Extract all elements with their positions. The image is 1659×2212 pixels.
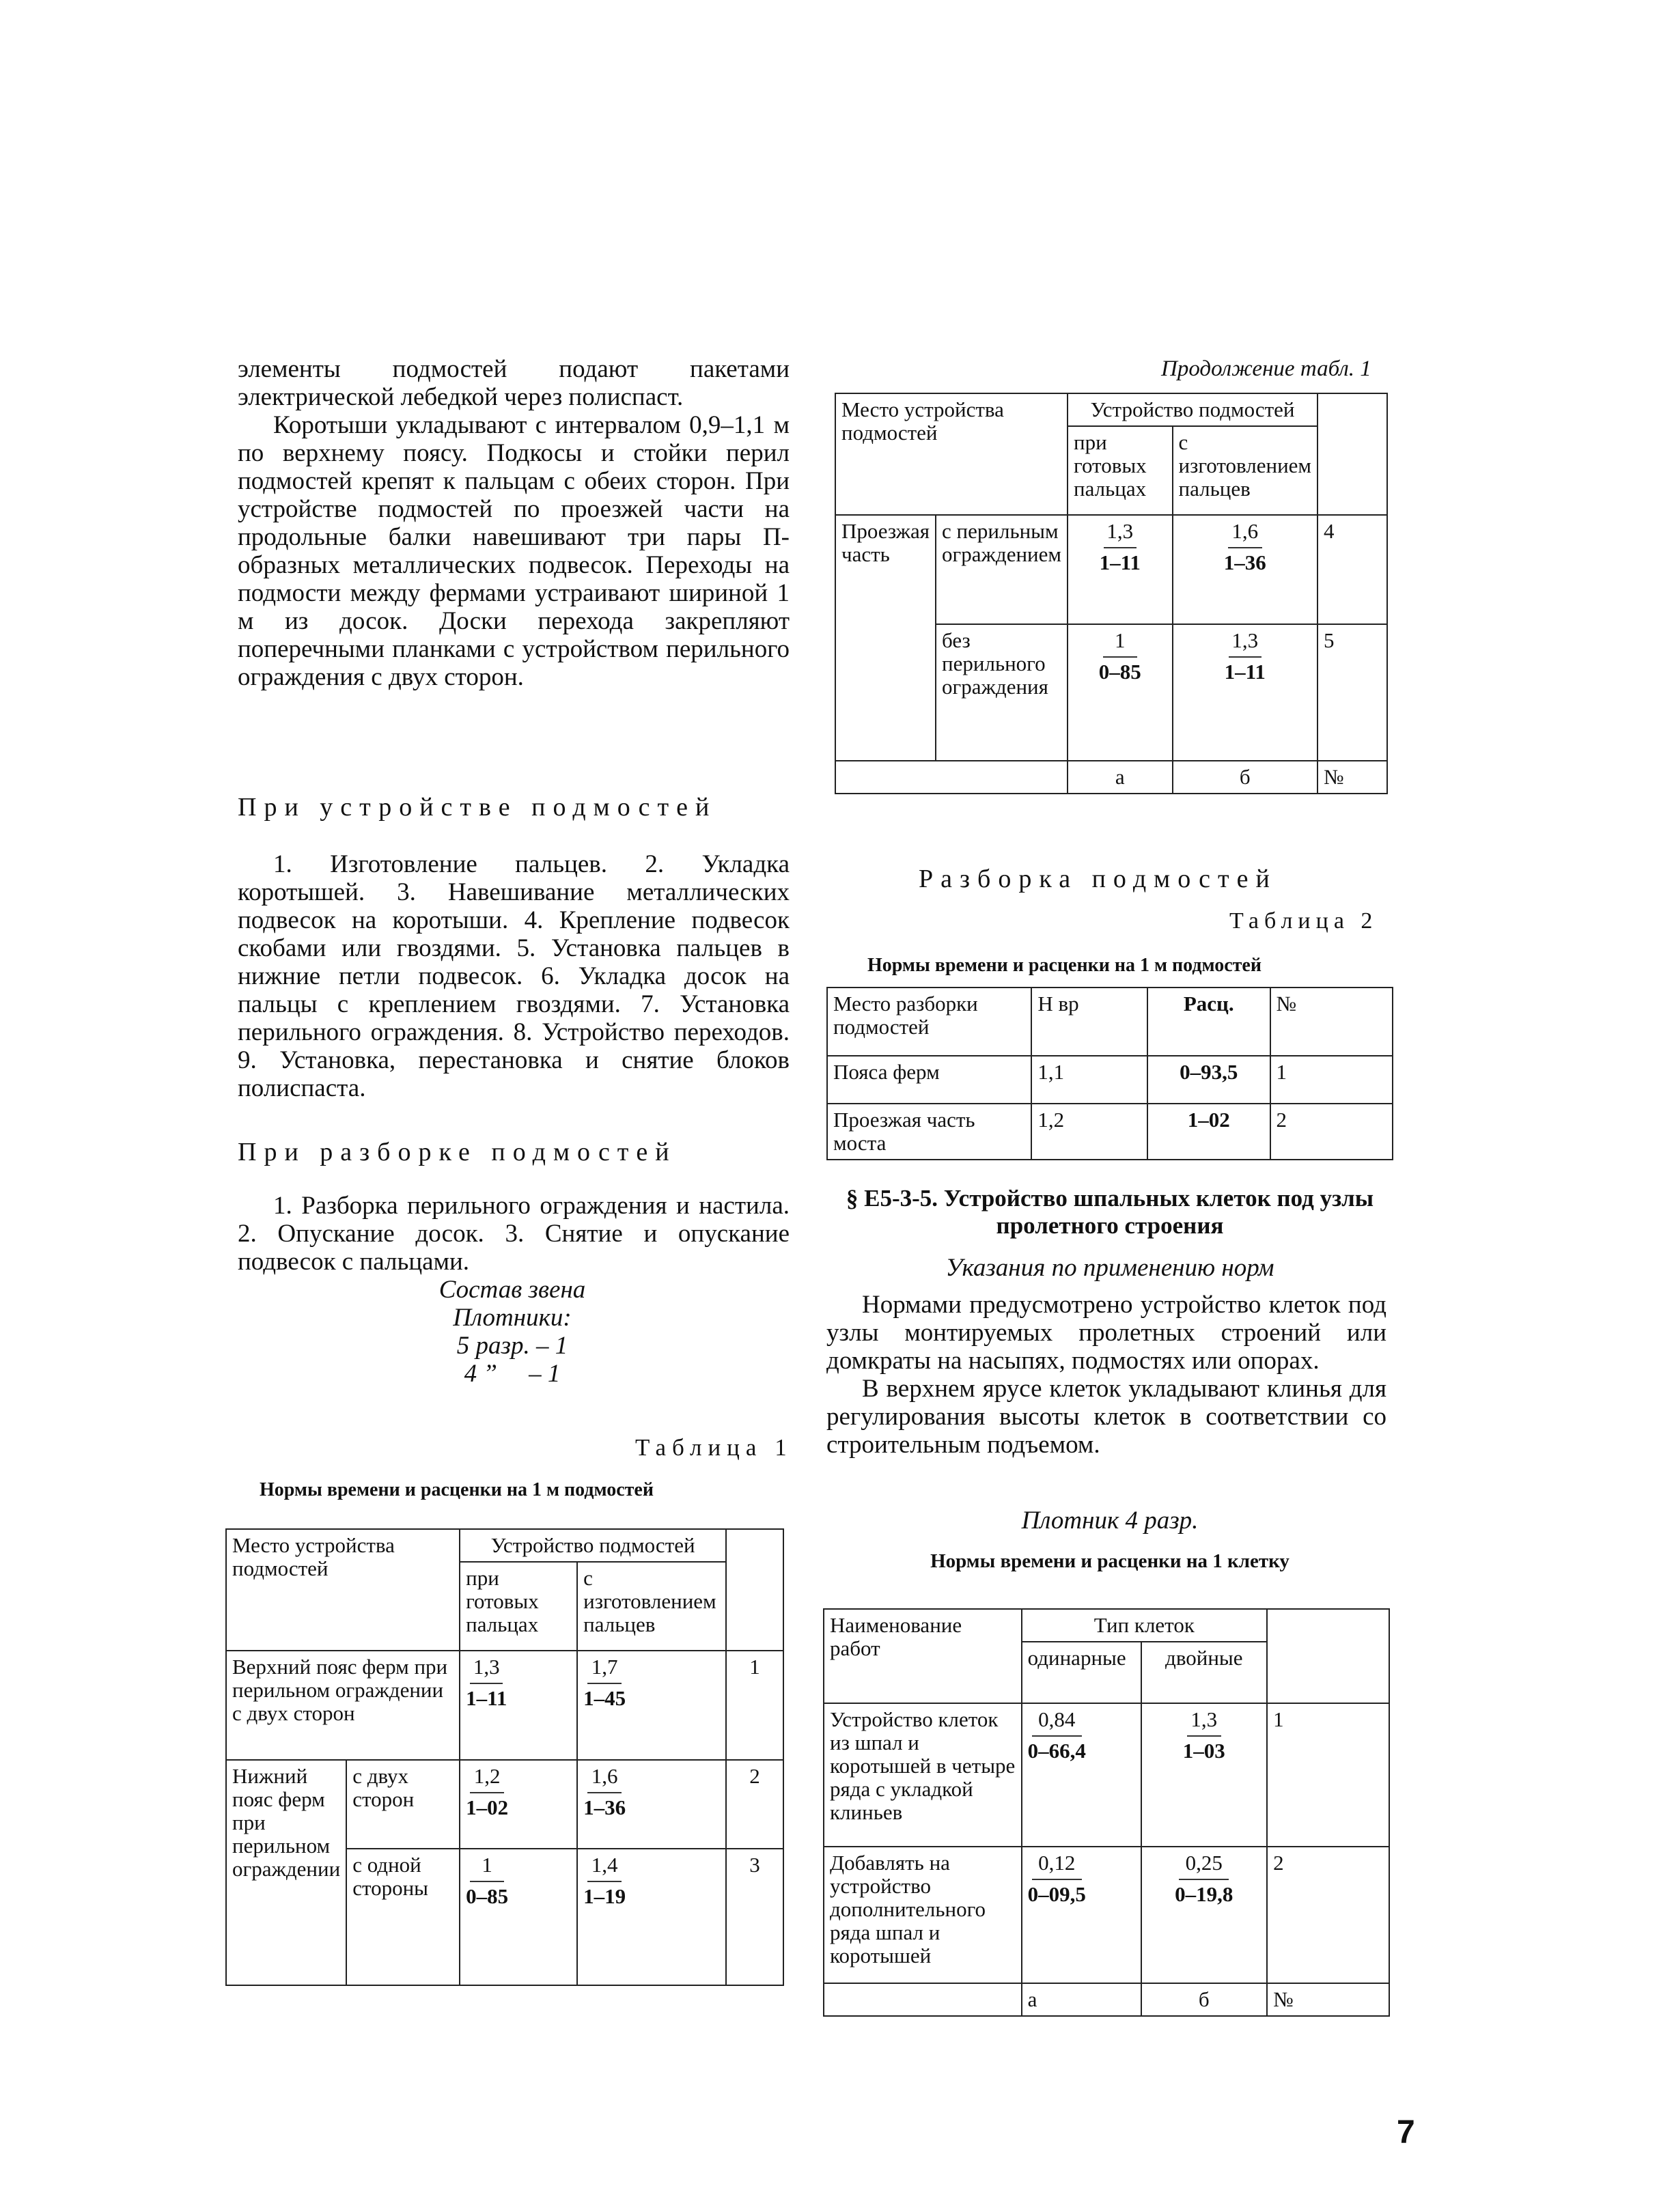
t1-r3-sub: с одной стороны [346, 1849, 460, 1985]
t3-foot-empty [824, 1983, 1022, 2016]
t2-h-nvr: Н вр [1031, 988, 1147, 1056]
t1-r2-a [460, 1760, 577, 1849]
t1-r3-a-top: 1 [482, 1853, 492, 1877]
heading-razborka: Разборка подмостей [919, 865, 1277, 893]
t3-foot-a: а [1022, 1983, 1141, 2016]
t1-r2-a-top: 1,2 [473, 1764, 501, 1788]
t2-r1-n: 1 [1270, 1056, 1393, 1104]
t3-r2-a [1022, 1847, 1141, 1983]
t3-h-empty [1267, 1609, 1389, 1703]
t1-r3-b-top: 1,4 [591, 1853, 618, 1877]
t1-r1-a-bot: 1–11 [466, 1686, 507, 1710]
t3-foot-b: б [1141, 1983, 1268, 2016]
t1-r3-b [577, 1849, 726, 1985]
t3-h-name: Наименование работ [824, 1609, 1022, 1703]
table1-label: Таблица 1 [635, 1434, 793, 1461]
ops-install: 1. Изготовление пальцев. 2. Укладка коротышей. 3. Навешивание металлических подвесок на коротыши. 4. Крепление подвесок скобами или гвоздями. 5. Установка пальцев в нижние петли подвесок. 6. Укладка досок на пальцы с креплением гвоздями. 7. Установка перильного ограждения. 8. Устройство переходов. 9. Установка, перестановка и снятие блоков полиспаста. [238, 850, 790, 1102]
t1-r1-a [460, 1651, 577, 1760]
table2-caption: Нормы времени и расценки на 1 м подмостей [867, 955, 1261, 976]
t1-h-place: Место устройства подмостей [226, 1529, 460, 1651]
t2-r1-rasc: 0–93,5 [1147, 1056, 1270, 1104]
t1-r2-b [577, 1760, 726, 1849]
t1c-r5-a-top: 1 [1115, 628, 1126, 652]
t1c-foot-empty [835, 761, 1068, 794]
ops-dismantle: 1. Разборка перильного ограждения и настила. 2. Опускание досок. 3. Снятие и опускание подвесок с пальцами. [238, 1192, 790, 1276]
t1c-r4-b-bot: 1–36 [1223, 550, 1266, 574]
t1-r3-n: 3 [726, 1849, 783, 1985]
crew-block [382, 1276, 642, 1388]
t3-r1-n: 1 [1267, 1703, 1389, 1847]
continuation-label: Продолжение табл. 1 [1161, 356, 1371, 381]
t1c-r4-n: 4 [1318, 515, 1387, 624]
t1-r2-n: 2 [726, 1760, 783, 1849]
t3-h-a: одинарные [1022, 1642, 1141, 1703]
t1-r1-b [577, 1651, 726, 1760]
t1-r3-a-bot: 0–85 [466, 1884, 509, 1908]
t1-r1-b-top: 1,7 [591, 1655, 618, 1679]
paragraph-1: элементы подмостей подают пакетами электрической лебедкой через полиспаст. [238, 355, 790, 411]
crew-title: Состав звена [438, 1276, 586, 1304]
t1c-r5-sub: без перильного ограждения [936, 624, 1068, 761]
t3-r1-b [1141, 1703, 1268, 1847]
t3-r1-b-bot: 1–03 [1182, 1739, 1225, 1763]
t1c-r4-b-top: 1,6 [1231, 519, 1259, 543]
t3-r2-b-top: 0,25 [1185, 1851, 1223, 1875]
crew-line-1: 5 разр. – 1 [456, 1332, 568, 1360]
t3-r2-n: 2 [1267, 1847, 1389, 1983]
t3-r1-a [1022, 1703, 1141, 1847]
t2-r2-place: Проезжая часть моста [827, 1104, 1031, 1160]
t2-r1-nvr: 1,1 [1031, 1056, 1147, 1104]
t2-r2-nvr: 1,2 [1031, 1104, 1147, 1160]
t1-r3-b-bot: 1–19 [583, 1884, 626, 1908]
t1c-r5-b-bot: 1–11 [1224, 660, 1266, 684]
t1c-foot-a: а [1068, 761, 1173, 794]
t1c-h-a: при готовых пальцах [1068, 426, 1173, 515]
t1-h-empty [726, 1529, 783, 1651]
t1c-h-b: с изготовлением пальцев [1173, 426, 1318, 515]
t1-r2-b-top: 1,6 [591, 1764, 618, 1788]
t3-r1-a-top: 0,84 [1038, 1707, 1076, 1731]
table1-caption: Нормы времени и расценки на 1 м подмостей [260, 1479, 654, 1500]
t1-r2-sub: с двух сторон [346, 1760, 460, 1849]
t3-r1-a-bot: 0–66,4 [1027, 1739, 1086, 1763]
heading-dismantle: При разборке подмостей [238, 1138, 677, 1166]
table-1 [225, 1528, 784, 1986]
guide-paragraph-2: В верхнем ярусе клеток укладывают клинья для регулирования высоты клеток в соответствии со строительным подъемом. [826, 1375, 1386, 1459]
worker-label: Плотник 4 разр. [1021, 1507, 1199, 1535]
t2-h-place: Место разборки подмостей [827, 988, 1031, 1056]
t1c-r5-b [1173, 624, 1318, 761]
t3-foot-n: № [1267, 1983, 1389, 2016]
t2-h-n: № [1270, 988, 1393, 1056]
t1-r3-a [460, 1849, 577, 1985]
t1c-r5-a [1068, 624, 1173, 761]
t1-r1-a-top: 1,3 [473, 1655, 500, 1679]
guide-title: Указания по применению норм [945, 1254, 1274, 1282]
t3-r2-b [1141, 1847, 1268, 1983]
table-1-continued [835, 393, 1388, 794]
t1c-r4-a-top: 1,3 [1106, 519, 1134, 543]
t3-r2-b-bot: 0–19,8 [1175, 1882, 1233, 1906]
t3-h-b: двойные [1141, 1642, 1268, 1703]
table-2 [826, 987, 1393, 1160]
page-number: 7 [1397, 2114, 1415, 2151]
table-3 [823, 1608, 1390, 2017]
t1-lower-label: Нижний пояс ферм при перильном ограждении [226, 1760, 346, 1985]
t1-r1-b-bot: 1–45 [583, 1686, 626, 1710]
table2-label: Таблица 2 [1229, 908, 1378, 934]
t1-h-a: при готовых пальцах [460, 1562, 577, 1651]
t1c-h-empty [1318, 393, 1387, 515]
guide-paragraph-1: Нормами предусмотрено устройство клеток под узлы монтируемых пролетных строений или домкраты на насыпях, подмостях или опорах. [826, 1291, 1386, 1375]
t3-r2-a-bot: 0–09,5 [1027, 1882, 1086, 1906]
t3-r2-label: Добавлять на устройство дополнительного ряда шпал и коротышей [824, 1847, 1022, 1983]
t1c-r5-n: 5 [1318, 624, 1387, 761]
t3-r1-b-top: 1,3 [1190, 1707, 1218, 1731]
t1-r2-b-bot: 1–36 [583, 1795, 626, 1819]
t1c-r5-a-bot: 0–85 [1098, 660, 1141, 684]
t1c-r5-b-top: 1,3 [1231, 628, 1259, 652]
t1-h-device: Устройство подмостей [460, 1529, 726, 1562]
t1c-h-device: Устройство подмостей [1068, 393, 1318, 426]
heading-install: При устройстве подмостей [238, 793, 717, 822]
t1c-group: Проезжая часть [835, 515, 936, 761]
t1c-r4-a-bot: 1–11 [1099, 550, 1141, 574]
t3-r1-label: Устройство клеток из шпал и коротышей в четыре ряда с укладкой клиньев [824, 1703, 1022, 1847]
crew-line-2: 4 ” – 1 [464, 1360, 561, 1388]
crew-trade: Плотники: [453, 1304, 572, 1332]
t3-h-type: Тип клеток [1022, 1609, 1267, 1642]
t1c-foot-b: б [1173, 761, 1318, 794]
t1c-r4-a [1068, 515, 1173, 624]
t3-r2-a-top: 0,12 [1038, 1851, 1076, 1875]
t2-r2-n: 2 [1270, 1104, 1393, 1160]
table3-caption: Нормы времени и расценки на 1 клетку [930, 1550, 1289, 1572]
t1c-r4-sub: с перильным ограждением [936, 515, 1068, 624]
paragraph-2: Коротыши укладывают с интервалом 0,9–1,1 м по верхнему поясу. Подкосы и стойки перил подмостей крепят к пальцам с обеих сторон. При устройстве подмостей по проезжей части на продольные балки навешивают три пары П-образных металлических подвесок. Переходы на подмости между фермами устраивают шириной 1 м из досок. Доски перехода закрепляют поперечными планками с устройством перильного ограждения с двух сторон. [238, 411, 790, 691]
section-title: § Е5-3-5. Устройство шпальных клеток под узлы пролетного строения [846, 1185, 1374, 1239]
t1-h-b: с изготовлением пальцев [577, 1562, 726, 1651]
t1c-r4-b [1173, 515, 1318, 624]
left-column [238, 355, 790, 691]
t1-r1-n: 1 [726, 1651, 783, 1760]
t1-r1-label: Верхний пояс ферм при перильном ограждении с двух сторон [226, 1651, 460, 1760]
t1c-h-place: Место устройства подмостей [835, 393, 1068, 515]
t1c-foot-n: № [1318, 761, 1387, 794]
t1-r2-a-bot: 1–02 [466, 1795, 509, 1819]
t2-h-rasc: Расц. [1147, 988, 1270, 1056]
t2-r1-place: Пояса ферм [827, 1056, 1031, 1104]
t2-r2-rasc: 1–02 [1147, 1104, 1270, 1160]
